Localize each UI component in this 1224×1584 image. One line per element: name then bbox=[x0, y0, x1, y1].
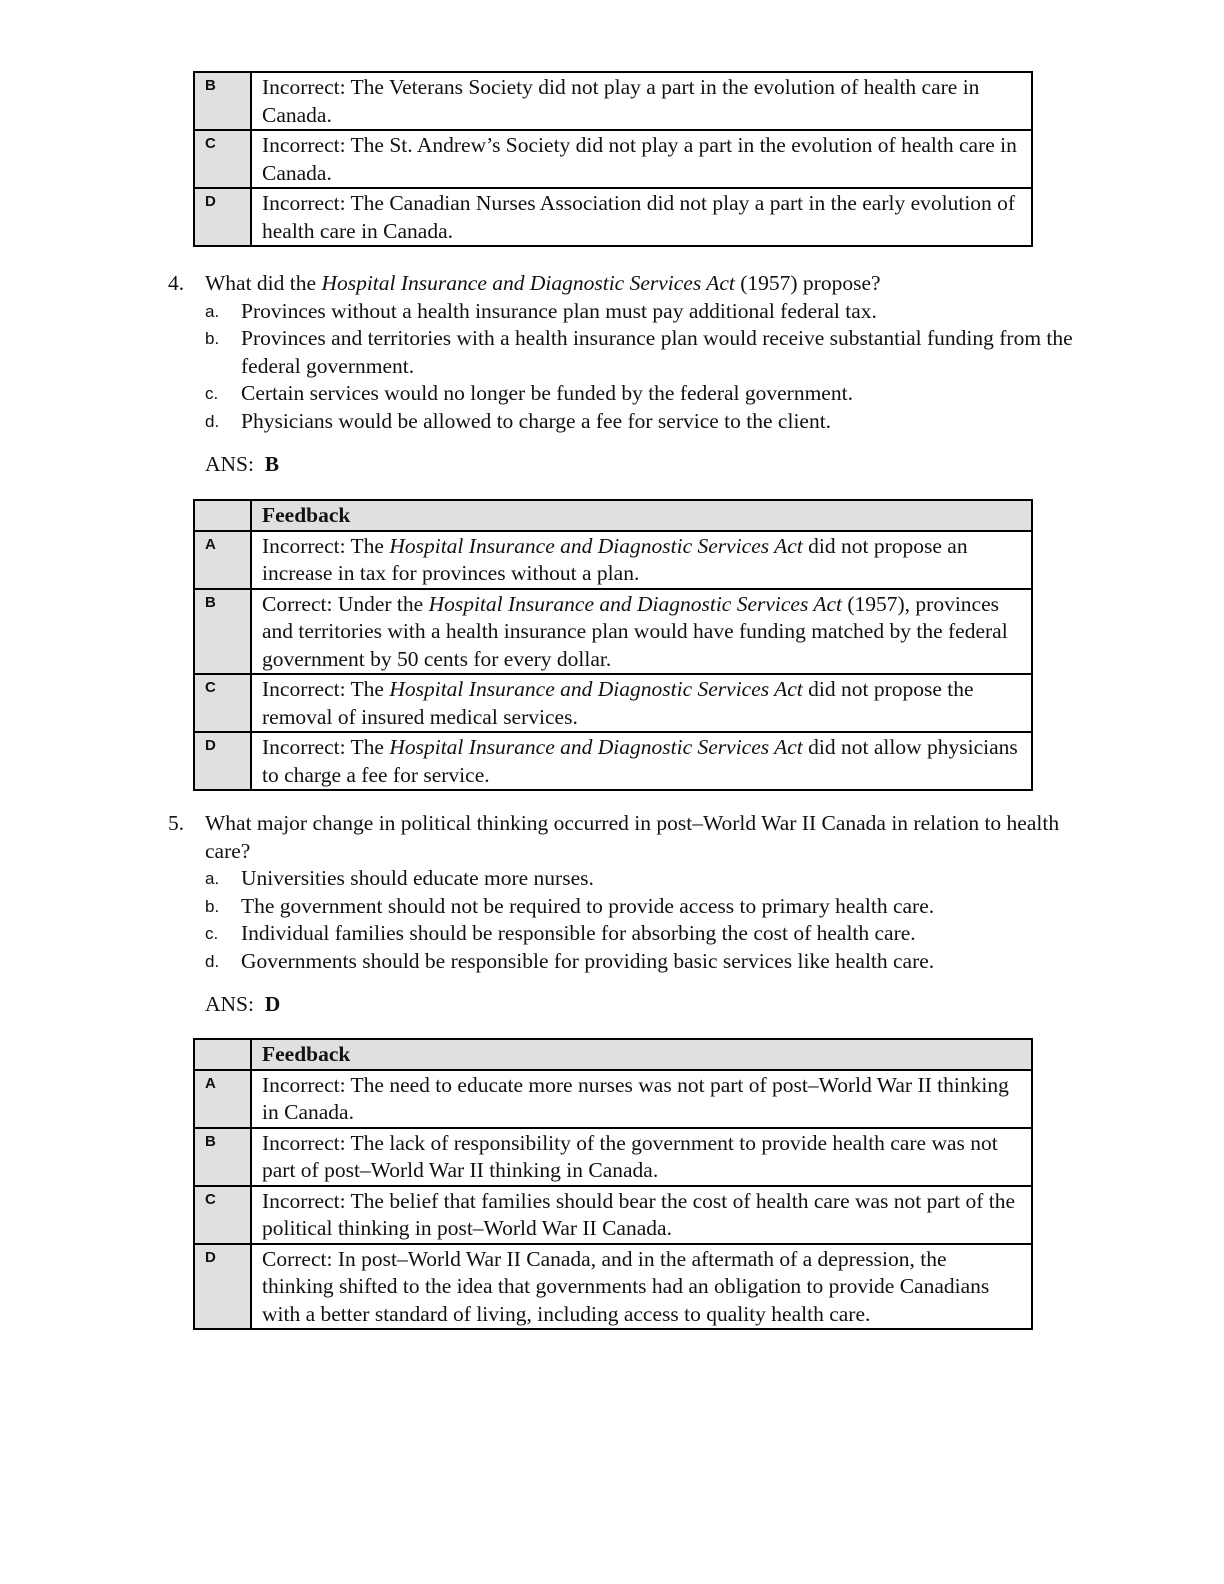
feedback-text: Incorrect: The Canadian Nurses Association did not play a part in the early evolution of health care in Canada. bbox=[251, 188, 1032, 246]
feedback-text: Incorrect: The Veterans Society did not play a part in the evolution of health care in Canada. bbox=[251, 72, 1032, 130]
feedback-text: Incorrect: The Hospital Insurance and Diagnostic Services Act did not propose an increase in tax for provinces without a plan. bbox=[251, 531, 1032, 589]
table-header-row bbox=[194, 1039, 1032, 1070]
option-a bbox=[205, 298, 1078, 326]
option-b bbox=[205, 325, 1078, 380]
table-row bbox=[194, 188, 1032, 246]
feedback-text: Correct: In post–World War II Canada, and in the aftermath of a depression, the thinking shifted to the idea that governments had an obligation to provide Canadians with a better standard of living, including access to quality health care. bbox=[251, 1244, 1032, 1330]
table-row bbox=[194, 589, 1032, 675]
option-letter: D bbox=[194, 732, 251, 790]
answer-options bbox=[205, 298, 1078, 436]
option-letter: a. bbox=[205, 301, 220, 321]
option-letter: b. bbox=[205, 896, 220, 916]
option-c bbox=[205, 380, 1078, 408]
option-letter: A bbox=[194, 531, 251, 589]
option-letter: b. bbox=[205, 329, 220, 348]
act-name: Hospital Insurance and Diagnostic Services Act bbox=[389, 533, 803, 558]
feedback-header: Feedback bbox=[251, 500, 1032, 531]
question-stem bbox=[168, 810, 1078, 865]
option-letter: C bbox=[194, 130, 251, 188]
stem-text: What did the bbox=[205, 271, 322, 295]
table-row bbox=[194, 1070, 1032, 1128]
option-d bbox=[205, 948, 1078, 976]
act-name: Hospital Insurance and Diagnostic Services Act bbox=[389, 677, 803, 701]
feedback-table-q4 bbox=[193, 499, 1033, 791]
option-text: Universities should educate more nurses. bbox=[241, 866, 594, 890]
feedback-text: Incorrect: The need to educate more nurses was not part of post–World War II thinking in Canada. bbox=[251, 1070, 1032, 1128]
table-header-row bbox=[194, 500, 1032, 531]
option-letter: d. bbox=[205, 951, 220, 971]
header-blank-cell bbox=[194, 1039, 251, 1070]
question-number: 4. bbox=[168, 271, 185, 295]
option-d bbox=[205, 408, 1078, 436]
option-text: Physicians would be allowed to charge a fee for service to the client. bbox=[241, 408, 832, 433]
answer-value: B bbox=[264, 452, 280, 476]
question-number: 5. bbox=[168, 811, 185, 835]
option-letter: a. bbox=[205, 869, 220, 888]
feedback-text: Incorrect: The Hospital Insurance and Diagnostic Services Act did not propose the removal of insured medical services. bbox=[251, 674, 1032, 732]
header-blank-cell bbox=[194, 500, 251, 531]
option-text: Governments should be responsible for providing basic services like health care. bbox=[241, 948, 935, 973]
option-letter: B bbox=[194, 1128, 251, 1186]
table-row bbox=[194, 531, 1032, 589]
option-letter: B bbox=[194, 589, 251, 675]
option-letter: C bbox=[194, 674, 251, 732]
option-letter: c. bbox=[205, 384, 219, 403]
feedback-header: Feedback bbox=[251, 1039, 1032, 1070]
option-letter: B bbox=[194, 72, 251, 130]
act-name: Hospital Insurance and Diagnostic Services Act bbox=[321, 271, 735, 295]
feedback-table-q3 bbox=[193, 71, 1033, 247]
question-4 bbox=[168, 270, 1078, 479]
table-row bbox=[194, 1186, 1032, 1244]
option-text: Individual families should be responsible for absorbing the cost of health care. bbox=[241, 921, 916, 945]
stem-text: What major change in political thinking occurred in post–World War II Canada in relation to health care? bbox=[205, 811, 1060, 863]
option-letter: C bbox=[194, 1186, 251, 1244]
option-text: Provinces without a health insurance plan must pay additional federal tax. bbox=[241, 298, 877, 323]
question-stem bbox=[168, 270, 1078, 298]
feedback-text: Incorrect: The lack of responsibility of the government to provide health care was not part of post–World War II thinking in Canada. bbox=[251, 1128, 1032, 1186]
option-c bbox=[205, 920, 1078, 948]
answer-line bbox=[205, 451, 1078, 479]
answer-options bbox=[205, 865, 1078, 975]
option-letter: D bbox=[194, 188, 251, 246]
table-row bbox=[194, 732, 1032, 790]
answer-label: ANS: bbox=[205, 992, 254, 1016]
option-a bbox=[205, 865, 1078, 893]
option-text: Certain services would no longer be funded by the federal government. bbox=[241, 381, 853, 405]
stem-text: (1957) propose? bbox=[734, 271, 881, 295]
answer-label: ANS: bbox=[205, 452, 254, 476]
act-name: Hospital Insurance and Diagnostic Services Act bbox=[389, 735, 803, 759]
option-letter: c. bbox=[205, 924, 219, 943]
question-5 bbox=[168, 810, 1078, 1019]
option-text: Provinces and territories with a health insurance plan would receive substantial funding from the federal government. bbox=[241, 326, 1073, 378]
table-row bbox=[194, 1244, 1032, 1330]
table-row bbox=[194, 1128, 1032, 1186]
option-b bbox=[205, 893, 1078, 921]
feedback-text: Incorrect: The St. Andrew’s Society did not play a part in the evolution of health care in Canada. bbox=[251, 130, 1032, 188]
answer-line bbox=[205, 991, 1078, 1019]
option-letter: D bbox=[194, 1244, 251, 1330]
option-letter: d. bbox=[205, 411, 220, 431]
option-letter: A bbox=[194, 1070, 251, 1128]
feedback-table-q5 bbox=[193, 1038, 1033, 1330]
feedback-text: Correct: Under the Hospital Insurance and Diagnostic Services Act (1957), provinces and territories with a health insurance plan would have funding matched by the federal government by 50 cents for every dollar. bbox=[251, 589, 1032, 675]
feedback-text: Incorrect: The Hospital Insurance and Diagnostic Services Act did not allow physicians to charge a fee for service. bbox=[251, 732, 1032, 790]
answer-value: D bbox=[264, 992, 281, 1016]
option-text: The government should not be required to provide access to primary health care. bbox=[241, 893, 935, 918]
table-row bbox=[194, 130, 1032, 188]
table-row bbox=[194, 674, 1032, 732]
feedback-text: Incorrect: The belief that families should bear the cost of health care was not part of the political thinking in post–World War II Canada. bbox=[251, 1186, 1032, 1244]
act-name: Hospital Insurance and Diagnostic Services Act bbox=[428, 591, 842, 616]
table-row bbox=[194, 72, 1032, 130]
